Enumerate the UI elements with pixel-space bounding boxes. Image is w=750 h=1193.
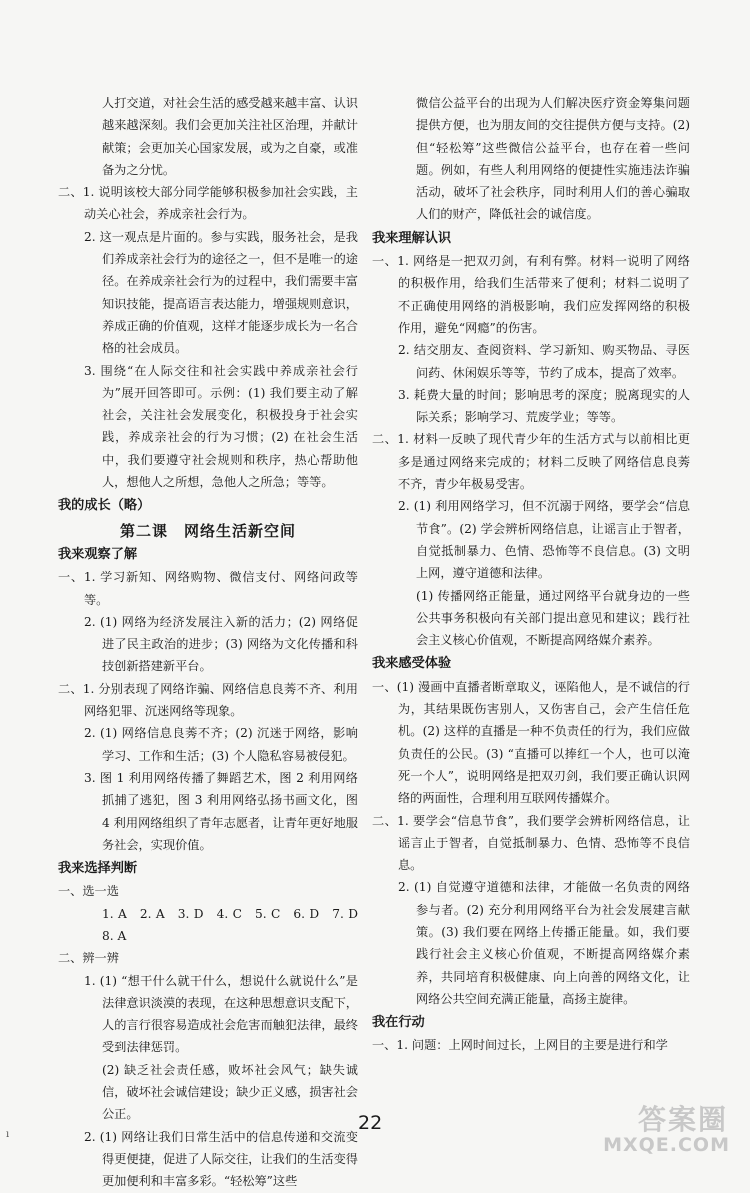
answer-paragraph: 人打交道，对社会生活的感受越来越丰富、认识越来越深刻。我们会更加关注社区治理，并献计献策；会更加关心国家发展，或为之自豪，或准备为之分忧。 — [102, 96, 358, 177]
watermark-logo — [586, 1098, 736, 1156]
answer-paragraph: 一、(1) 漫画中直播者断章取义，诬陷他人，是不诚信的行为，其结果既伤害别人，又伤害自己，会产生信任危机。(2) 这样的直播是一种不负责任的行为，我们应做负责任的公民。(3) “直播可以捧红一个人，也可以淹死一个人”，说明网络是把双刃剑，我们要正确认识网络的两面性，合理利用互联网传播媒介。 — [372, 679, 690, 806]
answer-paragraph: 2. (1) 网络信息良莠不齐；(2) 沉迷于网络，影响学习、工作和生活；(3) 个人隐私容易被侵犯。 — [84, 726, 358, 763]
answer-paragraph: 一、1. 网络是一把双刃剑，有利有弊。材料一说明了网络的积极作用，给我们生活带来了便利；材料二说明了不正确使用网络的消极影响，我们应发挥网络的积极作用，避免“网瘾”的伤害。 — [372, 254, 690, 335]
section-heading: 我来选择判断 — [58, 861, 138, 877]
answer-paragraph: (1) 传播网络正能量，通过网络平台就身边的一些公共事务积极向有关部门提出意见和建议；践行社会主义核心价值观，不断提高网络媒介素养。 — [416, 588, 690, 648]
edge-mark: ı — [6, 1129, 10, 1140]
answer-paragraph: 二、1. 分别表现了网络诈骗、网络信息良莠不齐、利用网络犯罪、沉迷网络等现象。 — [58, 681, 358, 719]
answer-paragraph: 二、1. 要学会“信息节食”，我们要学会辨析网络信息，让谣言止于智者，自觉抵制暴力、色情、恐怖等不良信息。 — [372, 813, 690, 873]
answer-paragraph: 1. (1) “想干什么就干什么，想说什么就说什么”是法律意识淡漠的表现，在这种思想意识支配下，人的言行很容易造成社会危害而触犯法律，最终受到法律惩罚。 — [84, 973, 358, 1055]
answer-paragraph: (2) 缺乏社会责任感，败坏社会风气；缺失诚信，破坏社会诚信建设；缺少正义感，损害社会公正。 — [102, 1062, 358, 1122]
section-heading: 我来观察了解 — [58, 546, 138, 562]
section-heading: 我来感受体验 — [372, 656, 452, 672]
answer-paragraph: 微信公益平台的出现为人们解决医疗资金筹集问题提供方便，也为朋友间的交往提供方便与支持。(2) 但“轻松筹”这些微信公益平台，也存在着一些问题。例如，有些人利用网络的便捷性实施违法诈骗活动，破坏了社会秩序，同时利用人们的善心骗取人们的财产，降低社会的诚信度。 — [416, 96, 690, 222]
watermark-bottom: MXQE.COM — [603, 1134, 730, 1156]
answer-paragraph: 3. 耗费大量的时间；影响思考的深度；脱离现实的人际关系；影响学习、荒废学业；等等。 — [398, 387, 690, 425]
lesson-title: 第二课 网络生活新空间 — [119, 521, 296, 540]
answer-paragraph: 2. (1) 利用网络学习，但不沉溺于网络，要学会“信息节食”。(2) 学会辨析网络信息，让谣言止于智者，自觉抵制暴力、色情、恐怖等不良信息。(3) 文明上网，遵守道德和法律。 — [398, 499, 690, 581]
answer-paragraph: 3. 围绕“在人际交往和社会实践中养成亲社会行为”展开回答即可。示例：(1) 我们要主动了解社会，关注社会发展变化，积极投身于社会实践，养成亲社会的行为习惯；(2) 在社会生活中，我们要遵守社会规则和秩序，热心帮助他人，想他人之所想，急他人之所急；等等。 — [84, 363, 358, 490]
section-heading: 我在行动 — [372, 1015, 425, 1031]
answer-paragraph: 2. 这一观点是片面的。参与实践，服务社会，是我们养成亲社会行为的途径之一，但不是唯一的途径。在养成亲社会行为的过程中，我们需要丰富知识技能，提高语言表达能力，增强规则意识，养成正确的价值观，这样才能逐步成长为一名合格的社会成员。 — [84, 229, 358, 356]
answer-paragraph: 2. 结交朋友、查阅资料、学习新知、购买物品、寻医问药、休闲娱乐等等，节约了成本，提高了效率。 — [398, 343, 690, 380]
answer-paragraph: 二、1. 说明该校大部分同学能够积极参加社会实践，主动关心社会，养成亲社会行为。 — [58, 185, 358, 222]
answer-paragraph: 一、1. 学习新知、网络购物、微信支付、网络问政等等。 — [58, 570, 358, 607]
page-number: 22 — [358, 1112, 383, 1134]
answer-paragraph: 1. A 2. A 3. D 4. C 5. C 6. D 7. D 8. A — [102, 906, 371, 943]
answer-paragraph: 二、1. 材料一反映了现代青少年的生活方式与以前相比更多是通过网络来完成的；材料二反映了网络信息良莠不齐，青少年极易受害。 — [372, 432, 690, 492]
answer-paragraph: 2. (1) 自觉遵守道德和法律，才能做一名负责的网络参与者。(2) 充分利用网络平台为社会发展建言献策。(3) 我们要在网络上传播正能量。如，我们要践行社会主义核心价值观，不断提高网络媒介素养，共同培育积极健康、向上向善的网络文化，让网络公共空间充满正能量，高扬主旋律。 — [398, 880, 690, 1006]
answer-paragraph: 2. (1) 网络让我们日常生活中的信息传递和交流变得更便捷，促进了人际交往，让我们的生活变得更加便利和丰富多彩。“轻松筹”这些 — [84, 1129, 358, 1189]
section-heading: 我来理解认识 — [372, 230, 452, 246]
right-column — [372, 92, 690, 1057]
section-heading: 我的成长（略） — [58, 498, 151, 514]
answer-paragraph: 二、辨一辨 — [58, 951, 119, 966]
answer-paragraph: 2. (1) 网络为经济发展注入新的活力；(2) 网络促进了民主政治的进步；(3) 网络为文化传播和科技创新搭建新平台。 — [84, 614, 358, 674]
answer-paragraph: 一、选一选 — [58, 884, 119, 899]
answer-paragraph: 3. 图 1 利用网络传播了舞蹈艺术，图 2 利用网络抓捕了逃犯，图 3 利用网络弘扬书画文化，图 4 利用网络组织了青年志愿者，让青年更好地服务社会，实现价值。 — [84, 770, 358, 852]
watermark-top: 答案圈 — [637, 1103, 728, 1136]
answer-paragraph: 一、1. 问题：上网时间过长，上网目的主要是进行和学 — [372, 1038, 668, 1053]
